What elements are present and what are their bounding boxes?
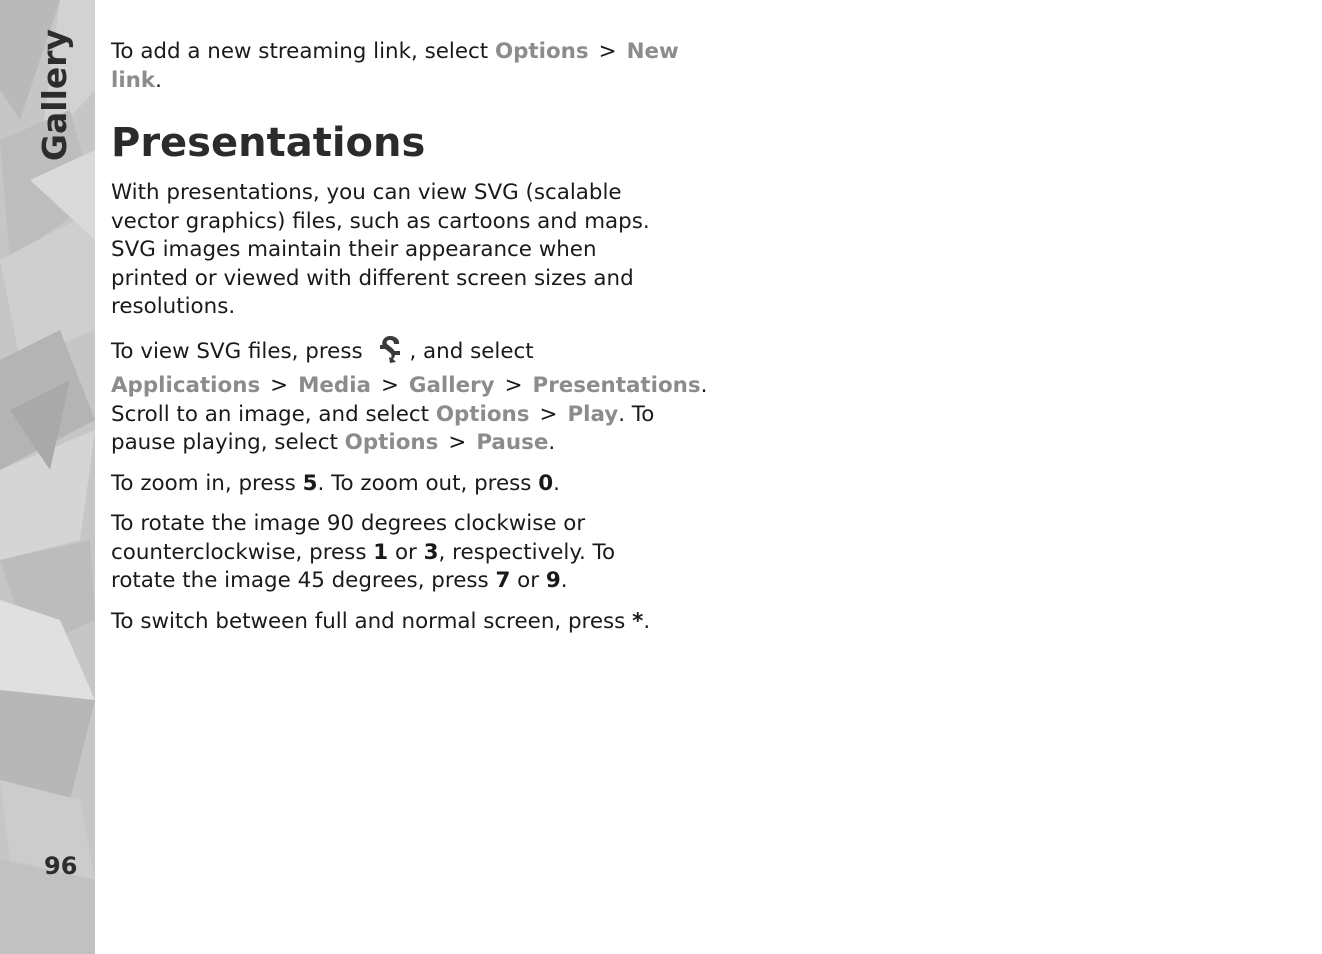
section-heading: Presentations <box>111 120 426 166</box>
text: . <box>553 470 560 496</box>
text: . To pause playing, select <box>111 401 655 455</box>
text: To switch between full and normal screen, press <box>111 608 633 634</box>
text: . <box>643 608 651 634</box>
key-9: 9 <box>545 568 561 593</box>
text: To zoom in, press <box>111 470 303 496</box>
ui-options: Options <box>494 39 589 64</box>
paragraph-intro: With presentations, you can view SVG (scalable vector graphics) files, such as cartoons and maps. SVG images maintain their appearance when printed or viewed with different screen sizes and resolutions. <box>111 180 650 319</box>
separator: > <box>539 401 558 427</box>
paragraph-zoom <box>111 470 679 499</box>
ui-media: Media <box>298 373 371 398</box>
key-7: 7 <box>495 568 511 593</box>
page-number: 96 <box>44 852 78 880</box>
intro-paragraph <box>111 38 679 95</box>
page-content <box>111 38 708 648</box>
key-1: 1 <box>373 539 389 565</box>
separator: > <box>504 373 523 398</box>
ui-play: Play <box>567 401 619 427</box>
text: . To zoom out, press <box>317 470 539 496</box>
text: To add a new streaming link, select <box>111 39 495 64</box>
text: . Scroll to an image, and select <box>111 373 708 427</box>
ui-gallery: Gallery <box>408 373 495 398</box>
ui-new-link: New link <box>111 39 679 93</box>
paragraph-view-svg <box>111 334 708 458</box>
ui-options: Options <box>435 401 530 427</box>
text: , and select <box>409 338 534 364</box>
key-0: 0 <box>538 470 554 496</box>
key-star: * <box>632 608 644 634</box>
text: or <box>388 539 424 565</box>
sidebar <box>0 0 95 954</box>
text: . <box>560 568 568 593</box>
ui-pause: Pause <box>476 430 549 455</box>
text: To rotate the image 90 degrees clockwise or counterclockwise, press <box>111 511 586 565</box>
text: . <box>548 430 556 455</box>
text: To view SVG files, press <box>111 338 370 364</box>
paragraph-rotate <box>111 510 679 596</box>
paragraph-fullscreen <box>111 608 679 637</box>
separator: > <box>380 373 399 398</box>
menu-key-icon <box>377 334 403 373</box>
text: . <box>155 67 162 93</box>
section-title: Gallery <box>35 28 74 162</box>
key-3: 3 <box>423 539 439 565</box>
ui-options: Options <box>344 430 439 455</box>
separator: > <box>448 430 467 455</box>
ui-presentations: Presentations <box>532 373 701 398</box>
text: , respectively. To rotate the image 45 degrees, press <box>111 539 616 593</box>
ui-applications: Applications <box>111 373 261 398</box>
key-5: 5 <box>302 470 318 496</box>
text: or <box>510 568 546 593</box>
separator: > <box>598 39 617 64</box>
separator: > <box>270 373 289 398</box>
